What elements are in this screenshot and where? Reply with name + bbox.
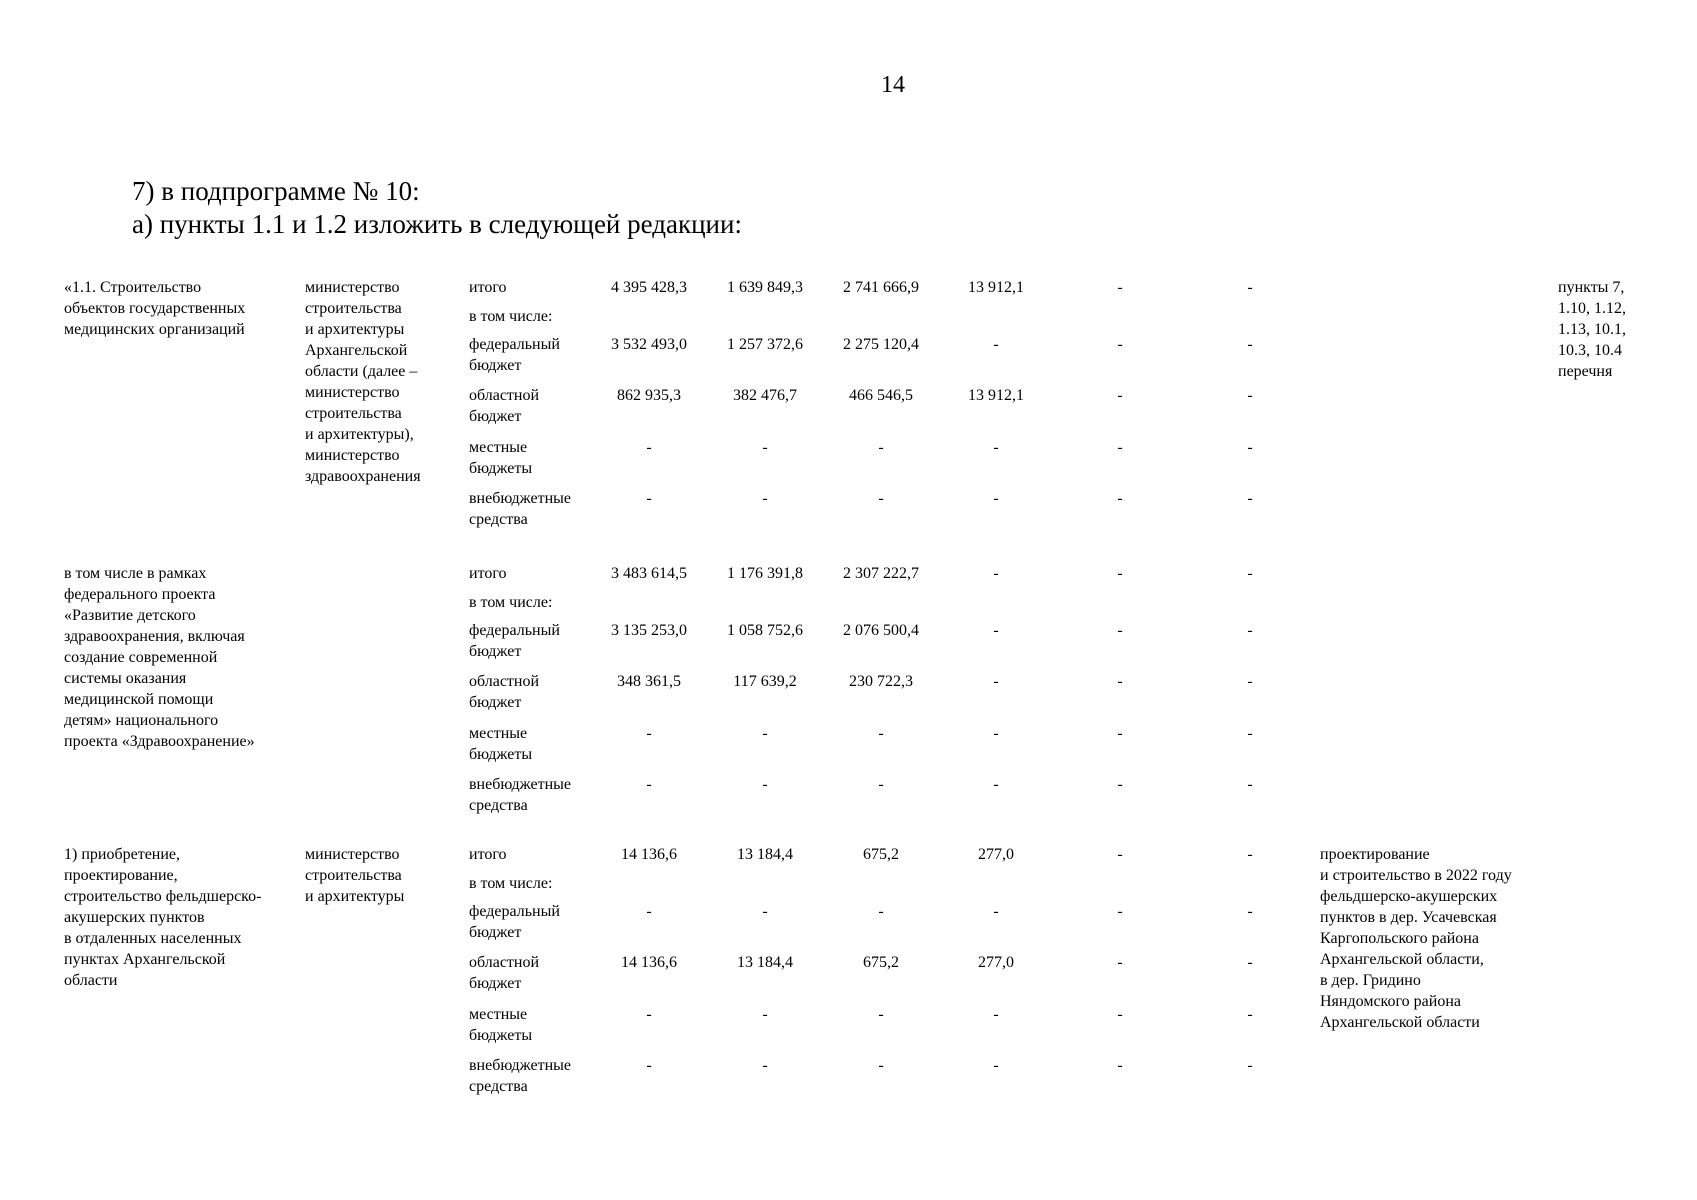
value-cell: - — [1247, 490, 1253, 507]
value-cell: - — [646, 1006, 652, 1023]
value-cell: 277,0 — [978, 846, 1014, 863]
item-name-line: в том числе в рамках — [64, 565, 207, 582]
funding-source-line: областной — [469, 673, 540, 690]
value-cell: 13 912,1 — [968, 279, 1024, 296]
value-cell: 3 483 614,5 — [611, 565, 687, 582]
item-name-line: строительство фельдшерско- — [64, 888, 262, 905]
value-cell: - — [646, 1057, 652, 1074]
reference-line: 1.10, 1.12, — [1558, 300, 1626, 317]
value-cell: - — [878, 725, 884, 742]
item-name-line: 1) приобретение, — [64, 846, 181, 863]
value-cell: - — [1247, 776, 1253, 793]
value-cell: - — [1247, 387, 1253, 404]
executor-line: министерство — [305, 279, 400, 296]
value-cell: - — [1247, 846, 1253, 863]
executor-line: и архитектуры — [305, 321, 405, 338]
value-cell: - — [1117, 903, 1123, 920]
funding-source-line: бюджет — [469, 643, 522, 660]
value-cell: - — [762, 490, 768, 507]
executor-line: министерство — [305, 846, 400, 863]
funding-source-line: в том числе: — [469, 308, 553, 325]
funding-source-line: бюджеты — [469, 460, 533, 477]
value-cell: - — [993, 1057, 999, 1074]
value-cell: 14 136,6 — [621, 846, 677, 863]
heading-instruction: а) пункты 1.1 и 1.2 изложить в следующей редакции: — [132, 209, 742, 239]
value-cell: 2 275 120,4 — [843, 336, 919, 353]
value-cell: - — [646, 903, 652, 920]
result-line: в дер. Гридино — [1320, 972, 1421, 989]
value-cell: 1 176 391,8 — [727, 565, 803, 582]
value-cell: - — [878, 776, 884, 793]
value-cell: - — [993, 336, 999, 353]
value-cell: - — [993, 725, 999, 742]
funding-source-line: бюджеты — [469, 1027, 533, 1044]
value-cell: - — [762, 1057, 768, 1074]
value-cell: 675,2 — [863, 954, 899, 971]
value-cell: - — [646, 725, 652, 742]
value-cell: 2 741 666,9 — [843, 279, 919, 296]
value-cell: - — [1117, 279, 1123, 296]
funding-source-line: бюджет — [469, 924, 522, 941]
funding-source-line: бюджет — [469, 694, 522, 711]
heading-subprogram: 7) в подпрограмме № 10: — [132, 176, 420, 206]
value-cell: - — [1247, 725, 1253, 742]
value-cell: - — [878, 439, 884, 456]
value-cell: - — [1247, 673, 1253, 690]
value-cell: - — [1247, 1057, 1253, 1074]
funding-source-line: бюджеты — [469, 746, 533, 763]
value-cell: - — [646, 439, 652, 456]
value-cell: 1 257 372,6 — [727, 336, 803, 353]
value-cell: - — [878, 490, 884, 507]
funding-source-line: федеральный — [469, 622, 560, 639]
value-cell: 13 912,1 — [968, 387, 1024, 404]
value-cell: - — [1117, 954, 1123, 971]
item-name-line: медицинских организаций — [64, 321, 245, 338]
value-cell: - — [646, 490, 652, 507]
value-cell: 3 532 493,0 — [611, 336, 687, 353]
value-cell: - — [1247, 954, 1253, 971]
executor-line: строительства — [305, 405, 402, 422]
value-cell: - — [878, 903, 884, 920]
funding-source-line: итого — [469, 565, 507, 582]
item-name-line: в отдаленных населенных — [64, 930, 242, 947]
value-cell: - — [1117, 776, 1123, 793]
value-cell: - — [1247, 1006, 1253, 1023]
funding-source-line: бюджет — [469, 357, 522, 374]
result-line: Каргопольского района — [1320, 930, 1479, 947]
item-name-line: объектов государственных — [64, 300, 246, 317]
value-cell: 13 184,4 — [737, 954, 793, 971]
value-cell: 277,0 — [978, 954, 1014, 971]
result-line: Няндомского района — [1320, 993, 1461, 1010]
page-number: 14 — [881, 72, 905, 98]
value-cell: 675,2 — [863, 846, 899, 863]
funding-source-line: в том числе: — [469, 594, 553, 611]
value-cell: 230 722,3 — [849, 673, 913, 690]
value-cell: - — [762, 1006, 768, 1023]
item-name-line: проектирование, — [64, 867, 178, 884]
value-cell: 3 135 253,0 — [611, 622, 687, 639]
item-name-line: «1.1. Строительство — [64, 279, 202, 296]
value-cell: 13 184,4 — [737, 846, 793, 863]
reference-line: 10.3, 10.4 — [1558, 342, 1622, 359]
value-cell: - — [1117, 622, 1123, 639]
reference-line: пункты 7, — [1558, 279, 1625, 296]
item-name-line: создание современной — [64, 649, 218, 666]
value-cell: 14 136,6 — [621, 954, 677, 971]
value-cell: - — [1117, 490, 1123, 507]
reference-line: перечня — [1558, 363, 1613, 380]
funding-source-line: местные — [469, 1006, 528, 1023]
value-cell: - — [1117, 336, 1123, 353]
value-cell: - — [1117, 673, 1123, 690]
value-cell: - — [762, 903, 768, 920]
value-cell: - — [1247, 622, 1253, 639]
value-cell: 117 639,2 — [733, 673, 797, 690]
funding-source-line: местные — [469, 439, 528, 456]
value-cell: - — [1247, 336, 1253, 353]
value-cell: - — [762, 725, 768, 742]
value-cell: - — [1117, 565, 1123, 582]
funding-source-line: внебюджетные — [469, 776, 571, 793]
value-cell: - — [878, 1057, 884, 1074]
value-cell: - — [762, 439, 768, 456]
executor-line: здравоохранения — [305, 468, 421, 485]
value-cell: - — [1117, 387, 1123, 404]
value-cell: - — [1247, 903, 1253, 920]
value-cell: - — [1117, 725, 1123, 742]
item-name-line: проекта «Здравоохранение» — [64, 733, 255, 750]
item-name-line: системы оказания — [64, 670, 187, 687]
value-cell: - — [993, 1006, 999, 1023]
value-cell: - — [762, 776, 768, 793]
value-cell: 2 307 222,7 — [843, 565, 919, 582]
executor-line: Архангельской — [305, 342, 408, 359]
funding-source-line: бюджет — [469, 408, 522, 425]
executor-line: строительства — [305, 867, 402, 884]
value-cell: - — [1247, 439, 1253, 456]
executor-line: и архитектуры — [305, 888, 405, 905]
value-cell: - — [1117, 1057, 1123, 1074]
item-name-line: здравоохранения, включая — [64, 628, 245, 645]
item-name-line: федерального проекта — [64, 586, 216, 603]
item-name-line: детям» национального — [64, 712, 219, 729]
funding-source-line: федеральный — [469, 336, 560, 353]
funding-source-line: итого — [469, 279, 507, 296]
value-cell: - — [1117, 846, 1123, 863]
value-cell: - — [993, 673, 999, 690]
funding-source-line: в том числе: — [469, 875, 553, 892]
value-cell: - — [993, 622, 999, 639]
value-cell: 1 058 752,6 — [727, 622, 803, 639]
item-name-line: области — [64, 972, 118, 989]
value-cell: - — [878, 1006, 884, 1023]
value-cell: - — [993, 776, 999, 793]
funding-source-line: областной — [469, 387, 540, 404]
value-cell: - — [993, 490, 999, 507]
value-cell: 1 639 849,3 — [727, 279, 803, 296]
result-line: Архангельской области — [1320, 1014, 1480, 1031]
value-cell: 466 546,5 — [849, 387, 913, 404]
funding-source-line: итого — [469, 846, 507, 863]
value-cell: - — [993, 903, 999, 920]
value-cell: - — [1117, 439, 1123, 456]
result-line: фельдшерско-акушерских — [1320, 888, 1498, 905]
value-cell: 2 076 500,4 — [843, 622, 919, 639]
funding-source-line: средства — [469, 511, 528, 528]
result-line: Архангельской области, — [1320, 951, 1484, 968]
funding-source-line: федеральный — [469, 903, 560, 920]
value-cell: 862 935,3 — [617, 387, 681, 404]
executor-line: области (далее – — [305, 363, 418, 380]
value-cell: 348 361,5 — [617, 673, 681, 690]
executor-line: министерство — [305, 447, 400, 464]
funding-source-line: бюджет — [469, 975, 522, 992]
executor-line: строительства — [305, 300, 402, 317]
value-cell: - — [1247, 565, 1253, 582]
item-name-line: «Развитие детского — [64, 607, 196, 624]
funding-source-line: областной — [469, 954, 540, 971]
value-cell: - — [993, 565, 999, 582]
item-name-line: акушерских пунктов — [64, 909, 205, 926]
executor-line: и архитектуры), — [305, 426, 414, 443]
result-line: и строительство в 2022 году — [1320, 867, 1512, 884]
value-cell: 382 476,7 — [733, 387, 797, 404]
item-name-line: медицинской помощи — [64, 691, 214, 708]
value-cell: - — [993, 439, 999, 456]
funding-source-line: внебюджетные — [469, 490, 571, 507]
funding-source-line: средства — [469, 1078, 528, 1095]
executor-line: министерство — [305, 384, 400, 401]
value-cell: - — [646, 776, 652, 793]
value-cell: - — [1117, 1006, 1123, 1023]
funding-source-line: внебюджетные — [469, 1057, 571, 1074]
value-cell: - — [1247, 279, 1253, 296]
result-line: проектирование — [1320, 846, 1430, 863]
value-cell: 4 395 428,3 — [611, 279, 687, 296]
funding-source-line: местные — [469, 725, 528, 742]
item-name-line: пунктах Архангельской — [64, 951, 226, 968]
funding-source-line: средства — [469, 797, 528, 814]
reference-line: 1.13, 10.1, — [1558, 321, 1626, 338]
result-line: пунктов в дер. Усачевская — [1320, 909, 1497, 926]
